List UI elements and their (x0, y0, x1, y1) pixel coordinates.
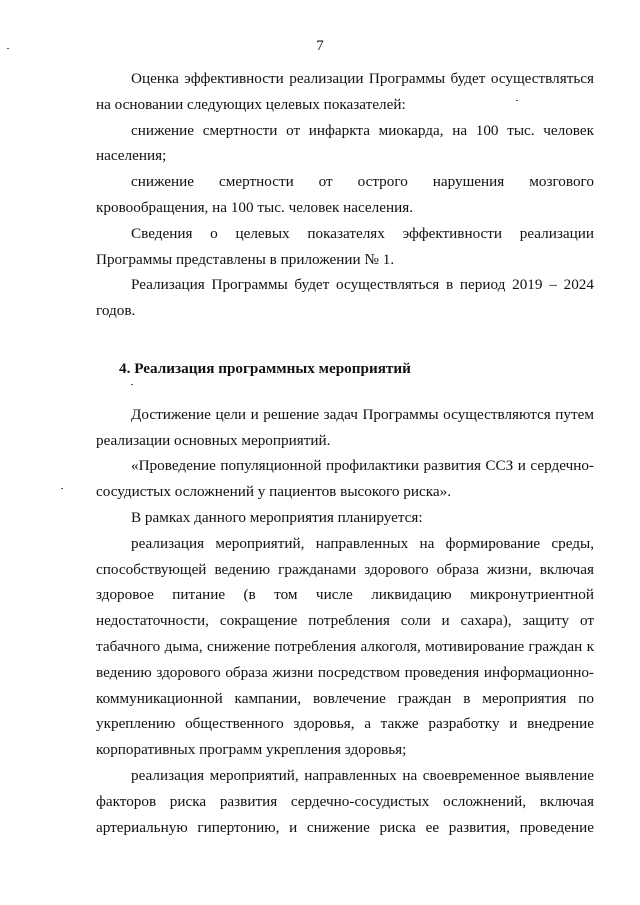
paragraph-goal-achievement: Достижение цели и решение задач Программы осуществляются путем реализации основных мероприятий. (96, 405, 594, 449)
document-body (96, 66, 594, 840)
section-heading: 4. Реализация программных мероприятий (119, 359, 411, 377)
scan-speck (7, 48, 9, 49)
page-number: 7 (316, 38, 324, 54)
paragraph-indicator-infarction: снижение смертности от инфаркта миокарда, на 100 тыс. человек населения; (96, 121, 594, 165)
paragraph-risk-factors: реализация мероприятий, направленных на своевременное выявление факторов риска развития сердечно-сосудистых осложнений, включая артериальную гипертонию, и снижение риска ее развития, проведение (96, 766, 594, 836)
paragraph-indicator-stroke: снижение смертности от острого нарушения мозгового кровообращения, на 100 тыс. человек населения. (96, 173, 594, 216)
spacer (96, 324, 594, 356)
spacer (96, 382, 594, 402)
paragraph-program-period: Реализация Программы будет осуществляться в период 2019 – 2024 годов. (96, 276, 594, 320)
paragraph-planned-intro: В рамках данного мероприятия планируется: (131, 508, 423, 526)
paragraph-prevention-measure: «Проведение популяционной профилактики развития ССЗ и сердечно-сосудистых осложнений у пациентов высокого риска». (96, 457, 594, 501)
paragraph-healthy-lifestyle: реализация мероприятий, направленных на формирование среды, способствующей ведению гражданами здорового образа жизни, включая здоровое питание (в том числе ликвидацию микронутриентной недостаточности, сокращение потребления соли и сахара), защиту от табачного дыма, снижение потребления алкоголя, мотивирование граждан к ведению здорового образа жизни посредством проведения информационно-коммуникационной кампании, вовлечение граждан в мероприятия по укреплению общественного здоровья, а также разработку и внедрение корпоративных программ укрепления здоровья; (96, 534, 594, 759)
scan-speck (61, 488, 63, 489)
paragraph-evaluation-intro: Оценка эффективности реализации Программы будет осуществляться на основании следующих целевых показателей: (96, 70, 594, 113)
paragraph-indicators-appendix: Сведения о целевых показателях эффективности реализации Программы представлены в приложении № 1. (96, 224, 594, 268)
